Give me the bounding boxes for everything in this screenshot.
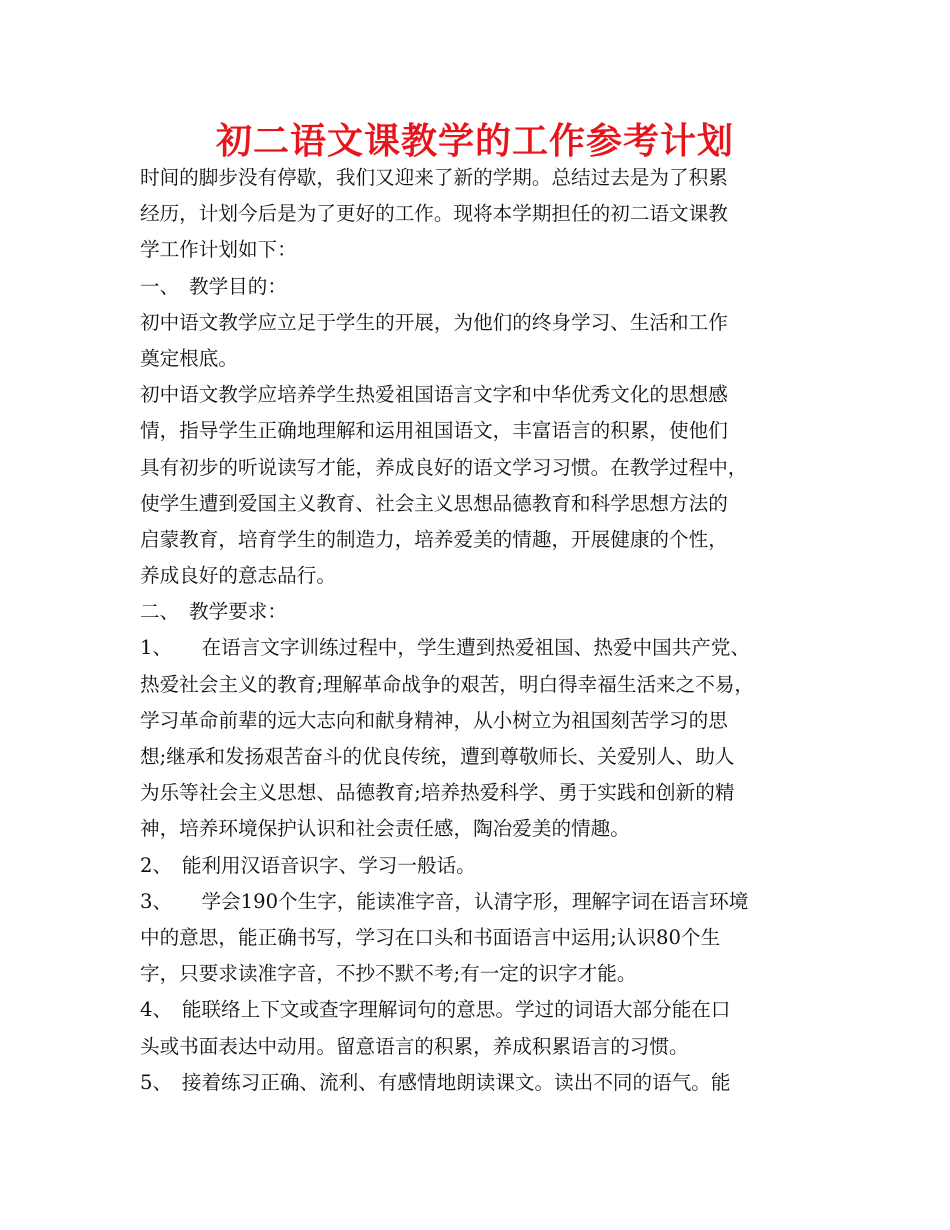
text-line: 中的意思，能正确书写，学习在口头和书面语言中运用;认识80个生 bbox=[140, 925, 721, 949]
text-line: 学习革命前辈的远大志向和献身精神，从小树立为祖国刻苦学习的思 bbox=[140, 708, 728, 732]
section-heading: 一、 教学目的： bbox=[140, 274, 287, 298]
section-heading: 二、 教学要求： bbox=[140, 600, 287, 624]
text-line: 使学生遭到爱国主义教育、社会主义思想品德教育和科学思想方法的 bbox=[140, 491, 728, 515]
text-line: 神，培养环境保护认识和社会责任感，陶冶爱美的情趣。 bbox=[140, 817, 630, 841]
text-line: 学工作计划如下： bbox=[140, 238, 297, 262]
text-line: 时间的脚步没有停歇，我们又迎来了新的学期。总结过去是为了积累 bbox=[140, 166, 728, 189]
text-line: 为乐等社会主义思想、品德教育;培养热爱科学、勇于实践和创新的精 bbox=[140, 781, 735, 805]
text-line: 养成良好的意志品行。 bbox=[140, 564, 336, 588]
text-line: 经历，计划今后是为了更好的工作。现将本学期担任的初二语文课教 bbox=[140, 202, 728, 226]
document-title: 初二语文课教学的工作参考计划 bbox=[215, 121, 734, 162]
text-line: 热爱社会主义的教育;理解革命战争的艰苦，明白得幸福生活来之不易， bbox=[140, 672, 755, 696]
text-line: 初中语文教学应立足于学生的开展，为他们的终身学习、生活和工作 bbox=[140, 310, 728, 334]
text-line: 想;继承和发扬艰苦奋斗的优良传统，遭到尊敬师长、关爱别人、助人 bbox=[140, 745, 735, 768]
document-body bbox=[140, 160, 820, 1101]
text-line: 初中语文教学应培养学生热爱祖国语言文字和中华优秀文化的思想感 bbox=[140, 383, 728, 407]
text-line: 头或书面表达中动用。留意语言的积累，养成积累语言的习惯。 bbox=[140, 1034, 689, 1058]
list-item: 4、 能联络上下文或查字理解词句的意思。学过的词语大部分能在口 bbox=[140, 998, 731, 1022]
text-line: 字，只要求读准字音，不抄不默不考;有一定的识字才能。 bbox=[140, 962, 637, 986]
text-line: 情，指导学生正确地理解和运用祖国语文，丰富语言的积累，使他们 bbox=[140, 419, 728, 443]
list-item: 3、 学会190个生字，能读准字音，认清字形，理解字词在语言环境 bbox=[140, 889, 749, 913]
text-line: 具有初步的听说读写才能，养成良好的语文学习习惯。在教学过程中， bbox=[140, 455, 748, 479]
list-item: 5、 接着练习正确、流利、有感情地朗读课文。读出不同的语气。能 bbox=[140, 1070, 731, 1094]
text-line: 启蒙教育，培育学生的制造力，培养爱美的情趣，开展健康的个性， bbox=[140, 527, 728, 551]
list-item: 1、 在语言文字训练过程中，学生遭到热爱祖国、热爱中国共产党、 bbox=[140, 636, 751, 660]
text-line: 奠定根底。 bbox=[140, 346, 238, 370]
list-item: 2、 能利用汉语音识字、学习一般话。 bbox=[140, 853, 476, 877]
